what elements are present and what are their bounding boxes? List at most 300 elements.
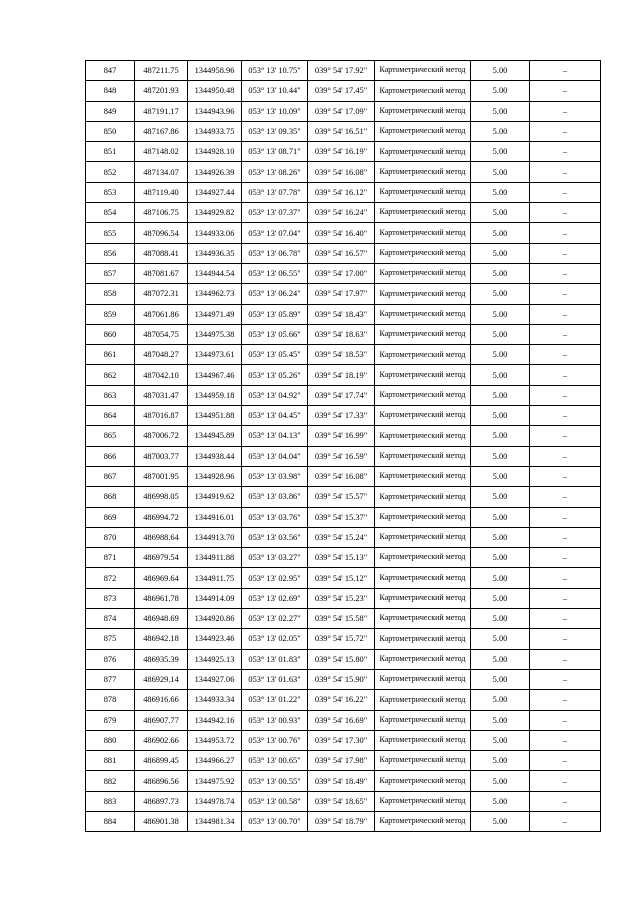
longitude-cell: 039° 54' 16.51" [308, 121, 375, 141]
note-cell: – [530, 345, 601, 365]
y-coordinate-cell: 1344966.27 [188, 751, 242, 771]
table-row [86, 710, 601, 730]
y-coordinate-cell: 1344971.49 [188, 304, 242, 324]
y-coordinate-cell: 1344911.88 [188, 548, 242, 568]
y-coordinate-cell: 1344953.72 [188, 730, 242, 750]
x-coordinate-cell: 486935.39 [135, 649, 188, 669]
y-coordinate-cell: 1344958.96 [188, 61, 242, 81]
x-coordinate-cell: 487096.54 [135, 223, 188, 243]
point-number-cell: 863 [86, 385, 135, 405]
point-number-cell: 879 [86, 710, 135, 730]
latitude-cell: 053° 13' 02.69" [242, 588, 308, 608]
method-cell: Картометрический метод [375, 507, 471, 527]
note-cell: – [530, 223, 601, 243]
table-row [86, 142, 601, 162]
accuracy-cell: 5.00 [471, 791, 530, 811]
latitude-cell: 053° 13' 10.44" [242, 81, 308, 101]
latitude-cell: 053° 13' 08.71" [242, 142, 308, 162]
table-row [86, 81, 601, 101]
method-cell: Картометрический метод [375, 446, 471, 466]
note-cell: – [530, 304, 601, 324]
table-row [86, 385, 601, 405]
x-coordinate-cell: 487048.27 [135, 345, 188, 365]
x-coordinate-cell: 486988.64 [135, 527, 188, 547]
method-cell: Картометрический метод [375, 81, 471, 101]
latitude-cell: 053° 13' 06.55" [242, 263, 308, 283]
note-cell: – [530, 771, 601, 791]
x-coordinate-cell: 487148.02 [135, 142, 188, 162]
point-number-cell: 861 [86, 345, 135, 365]
table-row [86, 426, 601, 446]
table-row [86, 771, 601, 791]
x-coordinate-cell: 487191.17 [135, 101, 188, 121]
method-cell: Картометрический метод [375, 121, 471, 141]
method-cell: Картометрический метод [375, 304, 471, 324]
accuracy-cell: 5.00 [471, 284, 530, 304]
latitude-cell: 053° 13' 07.78" [242, 182, 308, 202]
note-cell: – [530, 811, 601, 831]
latitude-cell: 053° 13' 07.04" [242, 223, 308, 243]
longitude-cell: 039° 54' 16.08" [308, 162, 375, 182]
x-coordinate-cell: 486969.64 [135, 568, 188, 588]
y-coordinate-cell: 1344927.44 [188, 182, 242, 202]
accuracy-cell: 5.00 [471, 751, 530, 771]
method-cell: Картометрический метод [375, 710, 471, 730]
point-number-cell: 855 [86, 223, 135, 243]
table-row [86, 263, 601, 283]
point-number-cell: 854 [86, 203, 135, 223]
longitude-cell: 039° 54' 16.08" [308, 466, 375, 486]
latitude-cell: 053° 13' 03.76" [242, 507, 308, 527]
accuracy-cell: 5.00 [471, 345, 530, 365]
table-row [86, 284, 601, 304]
latitude-cell: 053° 13' 00.58" [242, 791, 308, 811]
longitude-cell: 039° 54' 15.57" [308, 487, 375, 507]
x-coordinate-cell: 486942.18 [135, 629, 188, 649]
method-cell: Картометрический метод [375, 101, 471, 121]
method-cell: Картометрический метод [375, 324, 471, 344]
y-coordinate-cell: 1344926.39 [188, 162, 242, 182]
longitude-cell: 039° 54' 17.92" [308, 61, 375, 81]
method-cell: Картометрический метод [375, 487, 471, 507]
x-coordinate-cell: 486929.14 [135, 669, 188, 689]
table-row [86, 61, 601, 81]
x-coordinate-cell: 486948.69 [135, 609, 188, 629]
latitude-cell: 053° 13' 06.24" [242, 284, 308, 304]
point-number-cell: 883 [86, 791, 135, 811]
point-number-cell: 851 [86, 142, 135, 162]
accuracy-cell: 5.00 [471, 730, 530, 750]
latitude-cell: 053° 13' 04.13" [242, 426, 308, 446]
x-coordinate-cell: 486994.72 [135, 507, 188, 527]
x-coordinate-cell: 487003.77 [135, 446, 188, 466]
note-cell: – [530, 385, 601, 405]
note-cell: – [530, 426, 601, 446]
method-cell: Картометрический метод [375, 203, 471, 223]
note-cell: – [530, 162, 601, 182]
note-cell: – [530, 182, 601, 202]
note-cell: – [530, 609, 601, 629]
longitude-cell: 039° 54' 16.69" [308, 710, 375, 730]
longitude-cell: 039° 54' 17.30" [308, 730, 375, 750]
method-cell: Картометрический метод [375, 548, 471, 568]
latitude-cell: 053° 13' 04.04" [242, 446, 308, 466]
longitude-cell: 039° 54' 17.33" [308, 406, 375, 426]
point-number-cell: 882 [86, 771, 135, 791]
note-cell: – [530, 263, 601, 283]
accuracy-cell: 5.00 [471, 690, 530, 710]
point-number-cell: 880 [86, 730, 135, 750]
table-row [86, 791, 601, 811]
table-row [86, 345, 601, 365]
point-number-cell: 859 [86, 304, 135, 324]
longitude-cell: 039° 54' 18.65" [308, 791, 375, 811]
note-cell: – [530, 446, 601, 466]
accuracy-cell: 5.00 [471, 182, 530, 202]
longitude-cell: 039° 54' 16.12" [308, 182, 375, 202]
accuracy-cell: 5.00 [471, 568, 530, 588]
y-coordinate-cell: 1344973.61 [188, 345, 242, 365]
accuracy-cell: 5.00 [471, 649, 530, 669]
note-cell: – [530, 791, 601, 811]
point-number-cell: 867 [86, 466, 135, 486]
y-coordinate-cell: 1344919.62 [188, 487, 242, 507]
table-row [86, 304, 601, 324]
table-row [86, 609, 601, 629]
longitude-cell: 039° 54' 15.23" [308, 588, 375, 608]
point-number-cell: 878 [86, 690, 135, 710]
x-coordinate-cell: 487201.93 [135, 81, 188, 101]
method-cell: Картометрический метод [375, 345, 471, 365]
point-number-cell: 872 [86, 568, 135, 588]
y-coordinate-cell: 1344933.06 [188, 223, 242, 243]
y-coordinate-cell: 1344914.09 [188, 588, 242, 608]
y-coordinate-cell: 1344962.73 [188, 284, 242, 304]
x-coordinate-cell: 486897.73 [135, 791, 188, 811]
accuracy-cell: 5.00 [471, 466, 530, 486]
x-coordinate-cell: 487072.31 [135, 284, 188, 304]
latitude-cell: 053° 13' 10.75" [242, 61, 308, 81]
method-cell: Картометрический метод [375, 243, 471, 263]
latitude-cell: 053° 13' 06.78" [242, 243, 308, 263]
note-cell: – [530, 487, 601, 507]
y-coordinate-cell: 1344959.18 [188, 385, 242, 405]
x-coordinate-cell: 486961.78 [135, 588, 188, 608]
y-coordinate-cell: 1344942.16 [188, 710, 242, 730]
note-cell: – [530, 101, 601, 121]
latitude-cell: 053° 13' 05.66" [242, 324, 308, 344]
accuracy-cell: 5.00 [471, 324, 530, 344]
y-coordinate-cell: 1344913.70 [188, 527, 242, 547]
accuracy-cell: 5.00 [471, 162, 530, 182]
latitude-cell: 053° 13' 00.93" [242, 710, 308, 730]
note-cell: – [530, 406, 601, 426]
latitude-cell: 053° 13' 05.26" [242, 365, 308, 385]
accuracy-cell: 5.00 [471, 81, 530, 101]
table-row [86, 548, 601, 568]
method-cell: Картометрический метод [375, 162, 471, 182]
table-row [86, 406, 601, 426]
point-number-cell: 850 [86, 121, 135, 141]
accuracy-cell: 5.00 [471, 426, 530, 446]
table-row [86, 669, 601, 689]
point-number-cell: 866 [86, 446, 135, 466]
point-number-cell: 862 [86, 365, 135, 385]
method-cell: Картометрический метод [375, 284, 471, 304]
note-cell: – [530, 61, 601, 81]
point-number-cell: 871 [86, 548, 135, 568]
table-row [86, 162, 601, 182]
y-coordinate-cell: 1344967.46 [188, 365, 242, 385]
accuracy-cell: 5.00 [471, 710, 530, 730]
point-number-cell: 847 [86, 61, 135, 81]
method-cell: Картометрический метод [375, 791, 471, 811]
point-number-cell: 852 [86, 162, 135, 182]
longitude-cell: 039° 54' 17.45" [308, 81, 375, 101]
longitude-cell: 039° 54' 16.59" [308, 446, 375, 466]
latitude-cell: 053° 13' 03.56" [242, 527, 308, 547]
note-cell: – [530, 121, 601, 141]
accuracy-cell: 5.00 [471, 487, 530, 507]
longitude-cell: 039° 54' 18.79" [308, 811, 375, 831]
table-row [86, 182, 601, 202]
point-number-cell: 870 [86, 527, 135, 547]
longitude-cell: 039° 54' 16.19" [308, 142, 375, 162]
x-coordinate-cell: 486896.56 [135, 771, 188, 791]
y-coordinate-cell: 1344928.96 [188, 466, 242, 486]
y-coordinate-cell: 1344925.13 [188, 649, 242, 669]
method-cell: Картометрический метод [375, 629, 471, 649]
latitude-cell: 053° 13' 03.27" [242, 548, 308, 568]
point-number-cell: 881 [86, 751, 135, 771]
table-row [86, 121, 601, 141]
table-body [86, 61, 601, 832]
accuracy-cell: 5.00 [471, 446, 530, 466]
point-number-cell: 876 [86, 649, 135, 669]
accuracy-cell: 5.00 [471, 203, 530, 223]
accuracy-cell: 5.00 [471, 811, 530, 831]
y-coordinate-cell: 1344911.75 [188, 568, 242, 588]
latitude-cell: 053° 13' 02.05" [242, 629, 308, 649]
note-cell: – [530, 203, 601, 223]
method-cell: Картометрический метод [375, 365, 471, 385]
y-coordinate-cell: 1344928.10 [188, 142, 242, 162]
table-row [86, 487, 601, 507]
accuracy-cell: 5.00 [471, 548, 530, 568]
point-number-cell: 860 [86, 324, 135, 344]
x-coordinate-cell: 487134.07 [135, 162, 188, 182]
accuracy-cell: 5.00 [471, 527, 530, 547]
table-row [86, 324, 601, 344]
accuracy-cell: 5.00 [471, 365, 530, 385]
point-number-cell: 875 [86, 629, 135, 649]
point-number-cell: 864 [86, 406, 135, 426]
table-row [86, 223, 601, 243]
method-cell: Картометрический метод [375, 406, 471, 426]
latitude-cell: 053° 13' 03.98" [242, 466, 308, 486]
table-row [86, 527, 601, 547]
note-cell: – [530, 243, 601, 263]
table-row [86, 507, 601, 527]
accuracy-cell: 5.00 [471, 588, 530, 608]
longitude-cell: 039° 54' 16.57" [308, 243, 375, 263]
table-row [86, 466, 601, 486]
y-coordinate-cell: 1344929.82 [188, 203, 242, 223]
y-coordinate-cell: 1344950.48 [188, 81, 242, 101]
method-cell: Картометрический метод [375, 385, 471, 405]
note-cell: – [530, 81, 601, 101]
note-cell: – [530, 324, 601, 344]
latitude-cell: 053° 13' 05.45" [242, 345, 308, 365]
latitude-cell: 053° 13' 08.26" [242, 162, 308, 182]
x-coordinate-cell: 487054.75 [135, 324, 188, 344]
coordinates-table [85, 60, 601, 832]
latitude-cell: 053° 13' 00.70" [242, 811, 308, 831]
accuracy-cell: 5.00 [471, 223, 530, 243]
y-coordinate-cell: 1344927.06 [188, 669, 242, 689]
note-cell: – [530, 568, 601, 588]
point-number-cell: 853 [86, 182, 135, 202]
note-cell: – [530, 284, 601, 304]
y-coordinate-cell: 1344938.44 [188, 446, 242, 466]
accuracy-cell: 5.00 [471, 121, 530, 141]
accuracy-cell: 5.00 [471, 629, 530, 649]
y-coordinate-cell: 1344944.54 [188, 263, 242, 283]
accuracy-cell: 5.00 [471, 263, 530, 283]
method-cell: Картометрический метод [375, 669, 471, 689]
method-cell: Картометрический метод [375, 223, 471, 243]
note-cell: – [530, 548, 601, 568]
x-coordinate-cell: 486901.38 [135, 811, 188, 831]
longitude-cell: 039° 54' 18.49" [308, 771, 375, 791]
note-cell: – [530, 142, 601, 162]
accuracy-cell: 5.00 [471, 507, 530, 527]
x-coordinate-cell: 487006.72 [135, 426, 188, 446]
method-cell: Картометрический метод [375, 751, 471, 771]
y-coordinate-cell: 1344945.89 [188, 426, 242, 446]
y-coordinate-cell: 1344975.38 [188, 324, 242, 344]
latitude-cell: 053° 13' 04.45" [242, 406, 308, 426]
note-cell: – [530, 690, 601, 710]
table-row [86, 568, 601, 588]
note-cell: – [530, 751, 601, 771]
y-coordinate-cell: 1344923.46 [188, 629, 242, 649]
x-coordinate-cell: 487106.75 [135, 203, 188, 223]
method-cell: Картометрический метод [375, 142, 471, 162]
point-number-cell: 874 [86, 609, 135, 629]
x-coordinate-cell: 487001.95 [135, 466, 188, 486]
table-row [86, 690, 601, 710]
latitude-cell: 053° 13' 00.76" [242, 730, 308, 750]
y-coordinate-cell: 1344920.86 [188, 609, 242, 629]
y-coordinate-cell: 1344978.74 [188, 791, 242, 811]
x-coordinate-cell: 487031.47 [135, 385, 188, 405]
table-row [86, 243, 601, 263]
note-cell: – [530, 710, 601, 730]
x-coordinate-cell: 487081.67 [135, 263, 188, 283]
longitude-cell: 039° 54' 16.22" [308, 690, 375, 710]
latitude-cell: 053° 13' 00.55" [242, 771, 308, 791]
method-cell: Картометрический метод [375, 730, 471, 750]
y-coordinate-cell: 1344975.92 [188, 771, 242, 791]
point-number-cell: 884 [86, 811, 135, 831]
note-cell: – [530, 629, 601, 649]
method-cell: Картометрический метод [375, 588, 471, 608]
longitude-cell: 039° 54' 15.13" [308, 548, 375, 568]
x-coordinate-cell: 486998.05 [135, 487, 188, 507]
x-coordinate-cell: 487211.75 [135, 61, 188, 81]
point-number-cell: 848 [86, 81, 135, 101]
longitude-cell: 039° 54' 17.98" [308, 751, 375, 771]
x-coordinate-cell: 487119.40 [135, 182, 188, 202]
point-number-cell: 865 [86, 426, 135, 446]
point-number-cell: 873 [86, 588, 135, 608]
x-coordinate-cell: 487061.86 [135, 304, 188, 324]
longitude-cell: 039° 54' 17.00" [308, 263, 375, 283]
point-number-cell: 849 [86, 101, 135, 121]
latitude-cell: 053° 13' 10.09" [242, 101, 308, 121]
table-row [86, 649, 601, 669]
method-cell: Картометрический метод [375, 649, 471, 669]
latitude-cell: 053° 13' 02.27" [242, 609, 308, 629]
longitude-cell: 039° 54' 18.19" [308, 365, 375, 385]
accuracy-cell: 5.00 [471, 243, 530, 263]
accuracy-cell: 5.00 [471, 304, 530, 324]
note-cell: – [530, 507, 601, 527]
longitude-cell: 039° 54' 17.09" [308, 101, 375, 121]
point-number-cell: 877 [86, 669, 135, 689]
table-row [86, 751, 601, 771]
point-number-cell: 856 [86, 243, 135, 263]
table-row [86, 730, 601, 750]
x-coordinate-cell: 486979.54 [135, 548, 188, 568]
method-cell: Картометрический метод [375, 61, 471, 81]
note-cell: – [530, 365, 601, 385]
note-cell: – [530, 669, 601, 689]
accuracy-cell: 5.00 [471, 385, 530, 405]
longitude-cell: 039° 54' 18.43" [308, 304, 375, 324]
y-coordinate-cell: 1344933.75 [188, 121, 242, 141]
point-number-cell: 858 [86, 284, 135, 304]
y-coordinate-cell: 1344943.96 [188, 101, 242, 121]
method-cell: Картометрический метод [375, 527, 471, 547]
longitude-cell: 039° 54' 15.58" [308, 609, 375, 629]
y-coordinate-cell: 1344936.35 [188, 243, 242, 263]
latitude-cell: 053° 13' 09.35" [242, 121, 308, 141]
method-cell: Картометрический метод [375, 811, 471, 831]
accuracy-cell: 5.00 [471, 406, 530, 426]
method-cell: Картометрический метод [375, 466, 471, 486]
y-coordinate-cell: 1344916.01 [188, 507, 242, 527]
note-cell: – [530, 649, 601, 669]
longitude-cell: 039° 54' 18.53" [308, 345, 375, 365]
method-cell: Картометрический метод [375, 690, 471, 710]
point-number-cell: 857 [86, 263, 135, 283]
table-row [86, 365, 601, 385]
longitude-cell: 039° 54' 18.63" [308, 324, 375, 344]
x-coordinate-cell: 486916.66 [135, 690, 188, 710]
note-cell: – [530, 466, 601, 486]
y-coordinate-cell: 1344933.34 [188, 690, 242, 710]
latitude-cell: 053° 13' 01.22" [242, 690, 308, 710]
longitude-cell: 039° 54' 16.24" [308, 203, 375, 223]
y-coordinate-cell: 1344981.34 [188, 811, 242, 831]
accuracy-cell: 5.00 [471, 669, 530, 689]
note-cell: – [530, 588, 601, 608]
accuracy-cell: 5.00 [471, 61, 530, 81]
note-cell: – [530, 527, 601, 547]
x-coordinate-cell: 487016.87 [135, 406, 188, 426]
